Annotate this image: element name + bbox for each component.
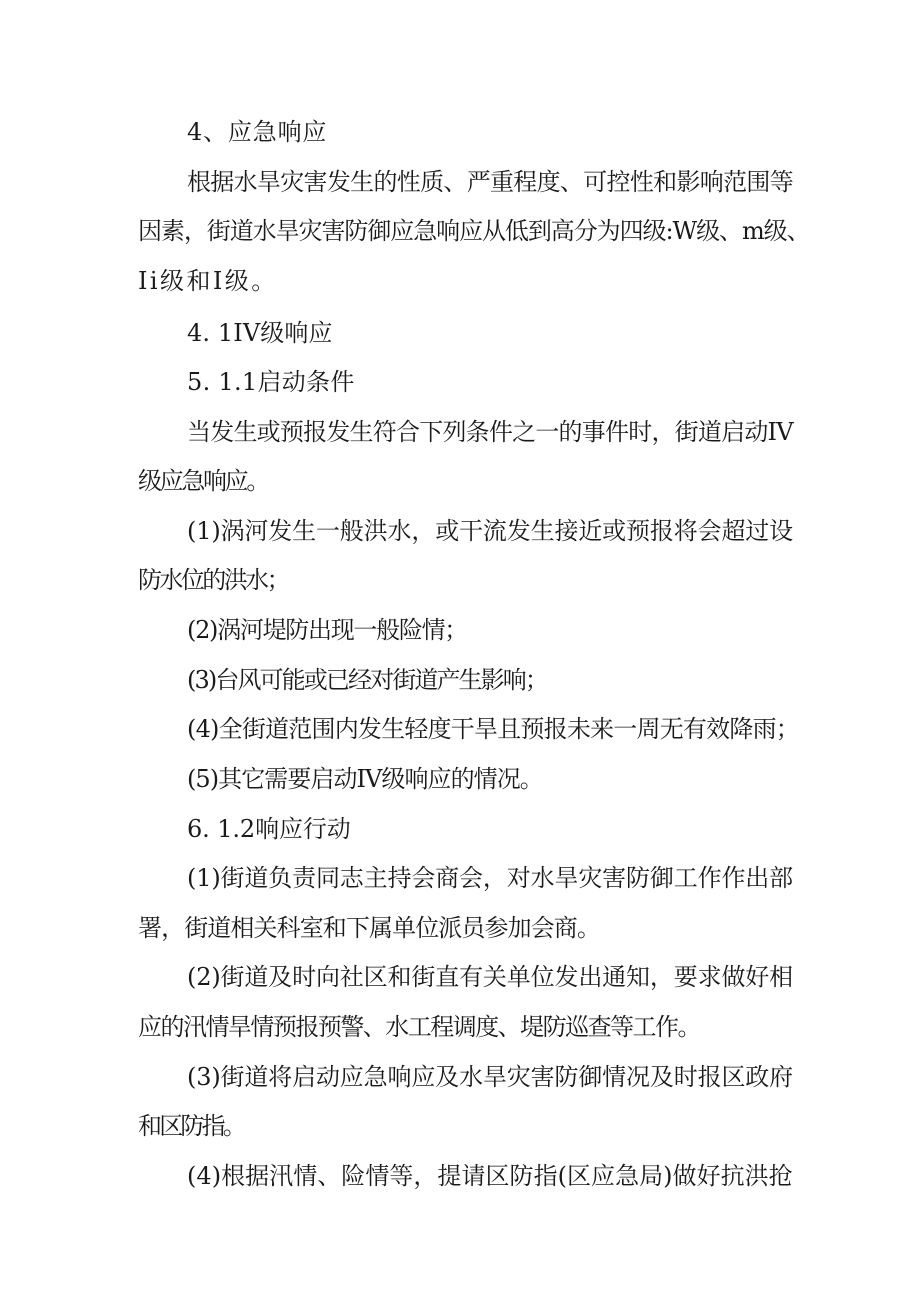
section-heading: 4、应急响应 (187, 118, 328, 146)
subsection-heading: 6. 1.2响应行动 (187, 815, 351, 843)
list-item: (1)街道负责同志主持会商会，对水旱灾害防御工作作出部 (187, 864, 793, 892)
paragraph-line: 和区防指。 (138, 1112, 244, 1140)
paragraph-line: 署，街道相关科室和下属单位派员参加会商。 (138, 914, 600, 942)
subsection-heading: 4. 1IV级响应 (187, 319, 333, 347)
paragraph-line: 级应急响应。 (138, 467, 268, 495)
list-item: (3)街道将启动应急响应及水旱灾害防御情况及时报区政府 (187, 1063, 793, 1091)
list-item: (2)涡河堤防出现一般险情； (187, 616, 467, 644)
list-item: (2)街道及时向社区和街直有关单位发出通知，要求做好相 (187, 963, 793, 991)
paragraph-line: 防水位的洪水； (138, 566, 288, 594)
subsection-heading: 5. 1.1启动条件 (187, 368, 355, 396)
list-item: (4)全街道范围内发生轻度干旱且预报未来一周无有效降雨； (187, 715, 799, 743)
list-item: (3)台风可能或已经对街道产生影响； (187, 666, 547, 694)
paragraph-line: 根据水旱灾害发生的性质、严重程度、可控性和影响范围等 (187, 168, 793, 196)
paragraph-line: 当发生或预报发生符合下列条件之一的事件时，街道启动IV (187, 418, 793, 446)
list-item: (5)其它需要启动IV级响应的情况。 (187, 765, 543, 793)
list-item: (4)根据汛情、险情等，提请区防指(区应急局)做好抗洪抢 (187, 1162, 793, 1190)
paragraph-line: 应的汛情旱情预报预警、水工程调度、堤防巡查等工作。 (138, 1013, 700, 1041)
paragraph-line: 因素，街道水旱灾害防御应急响应从低到高分为四级:W级、m级、 (138, 217, 810, 245)
paragraph-line: Ii级和I级。 (138, 267, 278, 295)
list-item: (1)涡河发生一般洪水，或干流发生接近或预报将会超过设 (187, 517, 793, 545)
